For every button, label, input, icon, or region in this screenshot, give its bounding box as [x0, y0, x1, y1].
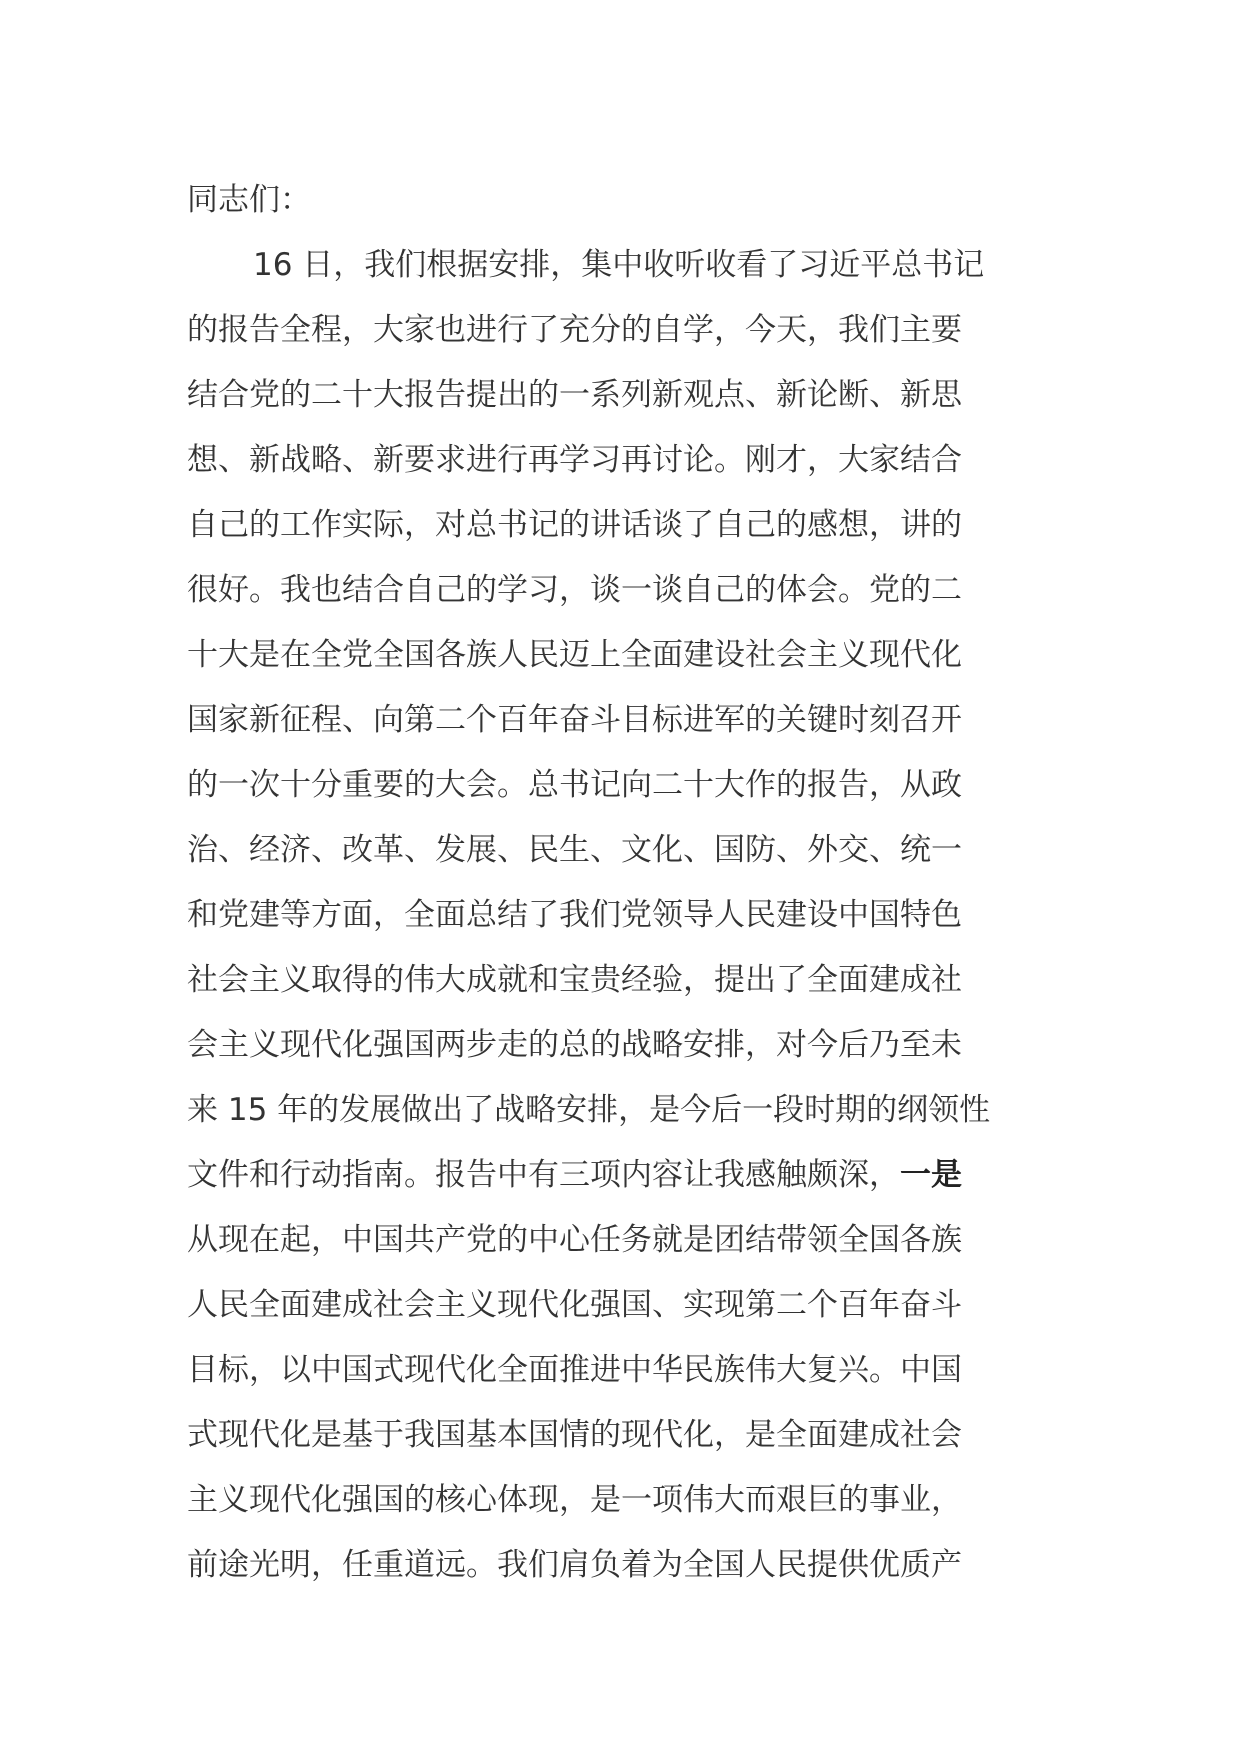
text-line: 自己的工作实际，对总书记的讲话谈了自己的感想，讲的 — [187, 507, 962, 543]
salutation: 同志们： — [187, 182, 311, 218]
text-line: 来 15 年的发展做出了战略安排，是今后一段时期的纲领性 — [187, 1092, 991, 1128]
document-body — [187, 168, 1047, 1598]
text-line — [187, 1143, 1047, 1208]
text-line: 前途光明，任重道远。我们肩负着为全国人民提供优质产 — [187, 1547, 962, 1583]
text-line: 目标，以中国式现代化全面推进中华民族伟大复兴。中国 — [187, 1352, 962, 1388]
text-line: 国家新征程、向第二个百年奋斗目标进军的关键时刻召开 — [187, 702, 962, 738]
text-line: 式现代化是基于我国基本国情的现代化，是全面建成社会 — [187, 1417, 962, 1453]
text-line: 主义现代化强国的核心体现，是一项伟大而艰巨的事业， — [187, 1482, 962, 1518]
text-line: 16 日，我们根据安排，集中收听收看了习近平总书记 — [253, 247, 985, 283]
text-line: 人民全面建成社会主义现代化强国、实现第二个百年奋斗 — [187, 1287, 962, 1323]
text-line: 很好。我也结合自己的学习，谈一谈自己的体会。党的二 — [187, 572, 962, 608]
text-line: 会主义现代化强国两步走的总的战略安排，对今后乃至未 — [187, 1027, 962, 1063]
text-line: 想、新战略、新要求进行再学习再讨论。刚才，大家结合 — [187, 442, 962, 478]
text-line: 和党建等方面，全面总结了我们党领导人民建设中国特色 — [187, 897, 962, 933]
text-line: 结合党的二十大报告提出的一系列新观点、新论断、新思 — [187, 377, 962, 413]
text-line: 从现在起，中国共产党的中心任务就是团结带领全国各族 — [187, 1222, 962, 1258]
text-line: 治、经济、改革、发展、民生、文化、国防、外交、统一 — [187, 832, 962, 868]
text-segment: 文件和行动指南。报告中有三项内容让我感触颇深， — [187, 1157, 900, 1193]
text-line: 社会主义取得的伟大成就和宝贵经验，提出了全面建成社 — [187, 962, 962, 998]
bold-emphasis: 一是 — [900, 1157, 962, 1193]
text-line: 的报告全程，大家也进行了充分的自学，今天，我们主要 — [187, 312, 962, 348]
text-line: 的一次十分重要的大会。总书记向二十大作的报告，从政 — [187, 767, 962, 803]
text-line: 十大是在全党全国各族人民迈上全面建设社会主义现代化 — [187, 637, 962, 673]
